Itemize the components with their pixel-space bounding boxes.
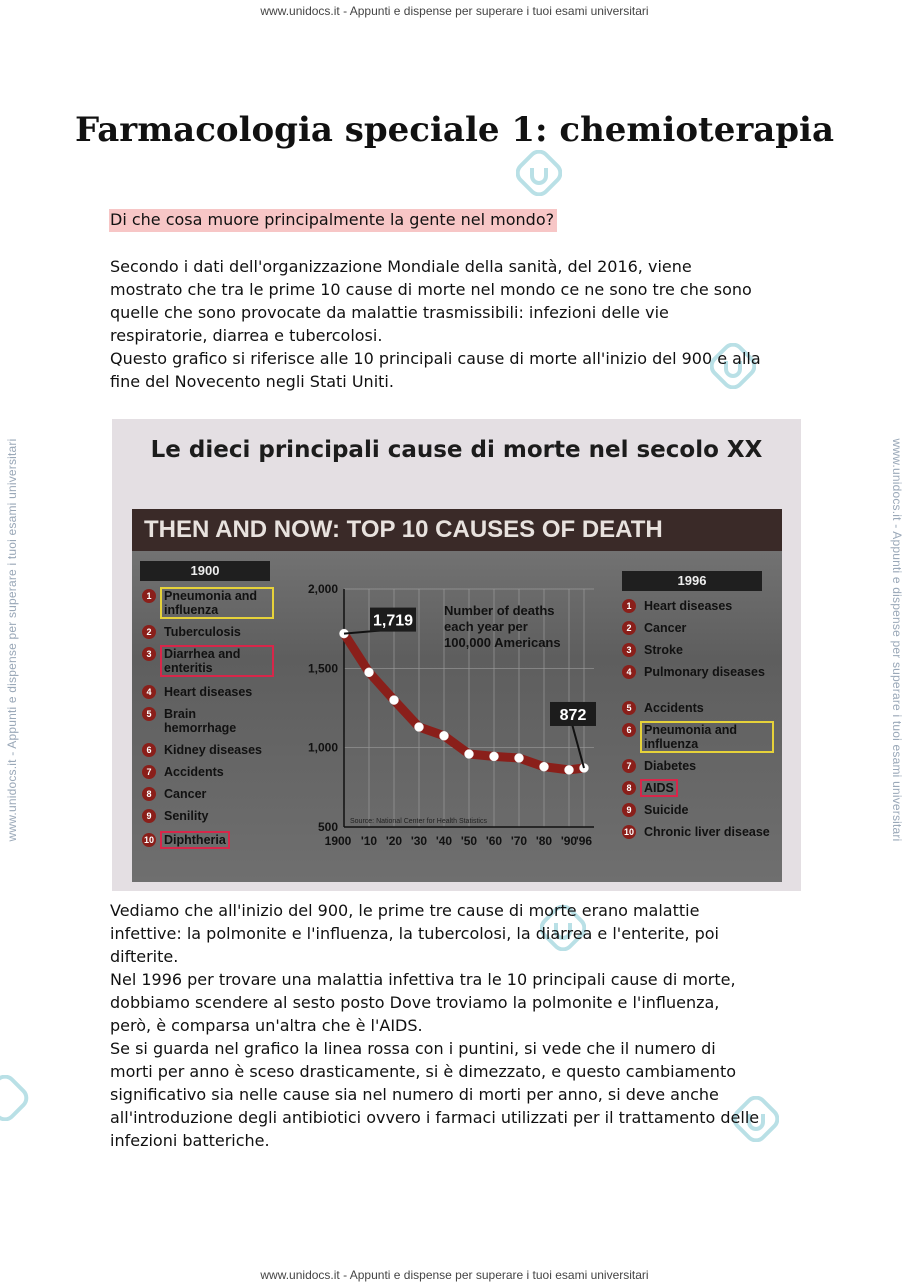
y-tick-label: 1,500	[307, 661, 338, 676]
x-tick-label: 1900	[324, 834, 352, 848]
rank-number: 9	[622, 803, 636, 817]
slide-title: Le dieci principali cause di morte nel secolo XX	[150, 437, 763, 463]
rank-number: 1	[622, 599, 636, 613]
x-tick-label: '96	[575, 834, 593, 848]
rank-number: 7	[622, 759, 636, 773]
data-point	[540, 762, 549, 771]
x-tick-label: '40	[435, 834, 453, 848]
rank-number: 6	[622, 723, 636, 737]
text-line: Se si guarda nel grafico la linea rossa con i puntini, si vede che il numero di	[110, 1039, 716, 1058]
rank-number: 8	[142, 787, 156, 801]
cause-label: Stroke	[644, 643, 683, 657]
y-tick-label: 1,000	[307, 740, 338, 755]
chart-annotation-line-3: 100,000 Americans	[444, 635, 561, 650]
cause-label: Cancer	[164, 787, 207, 801]
cause-label: Kidney diseases	[164, 743, 262, 757]
data-point	[440, 731, 449, 740]
watermark-footer: www.unidocs.it - Appunti e dispense per superare i tuoi esami universitari	[260, 1268, 649, 1282]
cause-label: Chronic liver disease	[644, 825, 770, 839]
rank-number: 7	[142, 765, 156, 779]
page-title: Farmacologia speciale 1: chemioterapia	[74, 110, 834, 150]
text-line: però, è comparsa un'altra che è l'AIDS.	[110, 1016, 423, 1035]
x-tick-label: '70	[510, 834, 528, 848]
rank-number: 6	[142, 743, 156, 757]
rank-number: 2	[142, 625, 156, 639]
rank-number: 3	[622, 643, 636, 657]
cause-label: Senility	[164, 809, 209, 823]
rank-number: 10	[623, 827, 634, 837]
chart-source: Source: National Center for Health Statistics	[350, 818, 487, 825]
text-line: infettive: la polmonite e l'influenza, la tubercolosi, la diarrea e l'enterite, poi	[110, 924, 719, 943]
x-tick-label: '80	[535, 834, 553, 848]
watermark-header: www.unidocs.it - Appunti e dispense per superare i tuoi esami universitari	[260, 4, 649, 18]
callout-pointer	[572, 724, 584, 768]
data-point	[490, 752, 499, 761]
x-tick-label: '90	[560, 834, 578, 848]
data-point	[515, 753, 524, 762]
rank-number: 4	[622, 665, 636, 679]
year-badge-1996: 1996	[622, 571, 762, 591]
paragraph-intro	[110, 255, 810, 393]
text-line: Questo grafico si riferisce alle 10 principali cause di morte all'inizio del 900 e alla	[110, 349, 761, 368]
highlighted-question: Di che cosa muore principalmente la gente nel mondo?	[109, 209, 557, 232]
x-tick-label: '50	[460, 834, 478, 848]
cause-label: Diarrhea and enteritis	[162, 647, 272, 675]
cause-label: Heart diseases	[644, 599, 733, 613]
cause-label: Diphtheria	[164, 833, 226, 847]
cause-label: AIDS	[644, 781, 674, 795]
series-line	[344, 634, 584, 770]
x-tick-label: '10	[360, 834, 378, 848]
rank-number: 4	[142, 685, 156, 699]
unidocs-logo-icon	[516, 150, 562, 196]
data-point	[365, 668, 374, 677]
watermark-side-left: www.unidocs.it - Appunti e dispense per superare i tuoi esami universitari	[5, 438, 19, 842]
text-line: quelle che sono provocate da malattie trasmissibili: infezioni delle vie	[110, 303, 669, 322]
data-point	[390, 696, 399, 705]
watermark-side-right: www.unidocs.it - Appunti e dispense per superare i tuoi esami universitari	[890, 438, 904, 842]
cause-label: Pneumonia and influenza	[642, 723, 772, 751]
callout-label: 1,719	[372, 612, 414, 630]
cause-label: Pneumonia and influenza	[162, 589, 272, 617]
text-line: respiratorie, diarrea e tubercolosi.	[110, 326, 383, 345]
cause-label: Suicide	[644, 803, 689, 817]
data-point	[415, 723, 424, 732]
text-line: morti per anno è sceso drasticamente, si è dimezzato, e questo cambiamento	[110, 1062, 736, 1081]
rank-number: 10	[143, 835, 154, 845]
rank-number: 5	[622, 701, 636, 715]
data-point	[565, 765, 574, 774]
cause-label: Accidents	[164, 765, 224, 779]
x-tick-label: '20	[385, 834, 403, 848]
x-tick-label: '60	[485, 834, 503, 848]
y-tick-label: 2,000	[307, 582, 338, 596]
rank-number: 2	[622, 621, 636, 635]
cause-label: Pulmonary diseases	[644, 665, 765, 679]
text-line: fine del Novecento negli Stati Uniti.	[110, 372, 394, 391]
callout-label: 872	[559, 706, 587, 724]
poster-title: THEN AND NOW: TOP 10 CAUSES OF DEATH	[132, 509, 782, 551]
chart-poster	[132, 509, 782, 882]
rank-number: 9	[142, 809, 156, 823]
text-line: difterite.	[110, 947, 179, 966]
paragraph-analysis	[110, 899, 810, 1152]
chart-annotation-line-2: each year per	[444, 619, 528, 634]
text-line: Vediamo che all'inizio del 900, le prime tre cause di morte erano malattie	[110, 901, 700, 920]
text-line: dobbiamo scendere al sesto posto Dove troviamo la polmonite e l'influenza,	[110, 993, 720, 1012]
data-point	[465, 750, 474, 759]
rank-number: 1	[142, 589, 156, 603]
rank-number: 5	[142, 707, 156, 721]
deaths-line-chart	[132, 509, 782, 882]
y-tick-label: 500	[317, 820, 338, 834]
text-line: Nel 1996 per trovare una malattia infettiva tra le 10 principali cause di morte,	[110, 970, 736, 989]
cause-label: Brain hemorrhage	[164, 707, 237, 735]
cause-label: Accidents	[644, 701, 704, 715]
text-line: mostrato che tra le prime 10 cause di morte nel mondo ce ne sono tre che sono	[110, 280, 752, 299]
rank-number: 8	[622, 781, 636, 795]
cause-label: Cancer	[644, 621, 687, 635]
text-line: Secondo i dati dell'organizzazione Mondiale della sanità, del 2016, viene	[110, 257, 692, 276]
cause-label: Diabetes	[644, 759, 697, 773]
text-line: significativo sia nelle cause sia nel numero di morti per anno, si deve anche	[110, 1085, 719, 1104]
text-line: infezioni batteriche.	[110, 1131, 270, 1150]
cause-label: Heart diseases	[164, 685, 253, 699]
unidocs-logo-icon	[0, 1075, 30, 1121]
text-line: all'introduzione degli antibiotici ovvero i farmaci utilizzati per il trattamento delle	[110, 1108, 760, 1127]
year-badge-1900: 1900	[140, 561, 270, 581]
rank-number: 3	[142, 647, 156, 661]
cause-label: Tuberculosis	[164, 625, 241, 639]
chart-annotation-line-1: Number of deaths	[444, 603, 555, 618]
x-tick-label: '30	[410, 834, 428, 848]
figure-photo	[112, 419, 801, 891]
